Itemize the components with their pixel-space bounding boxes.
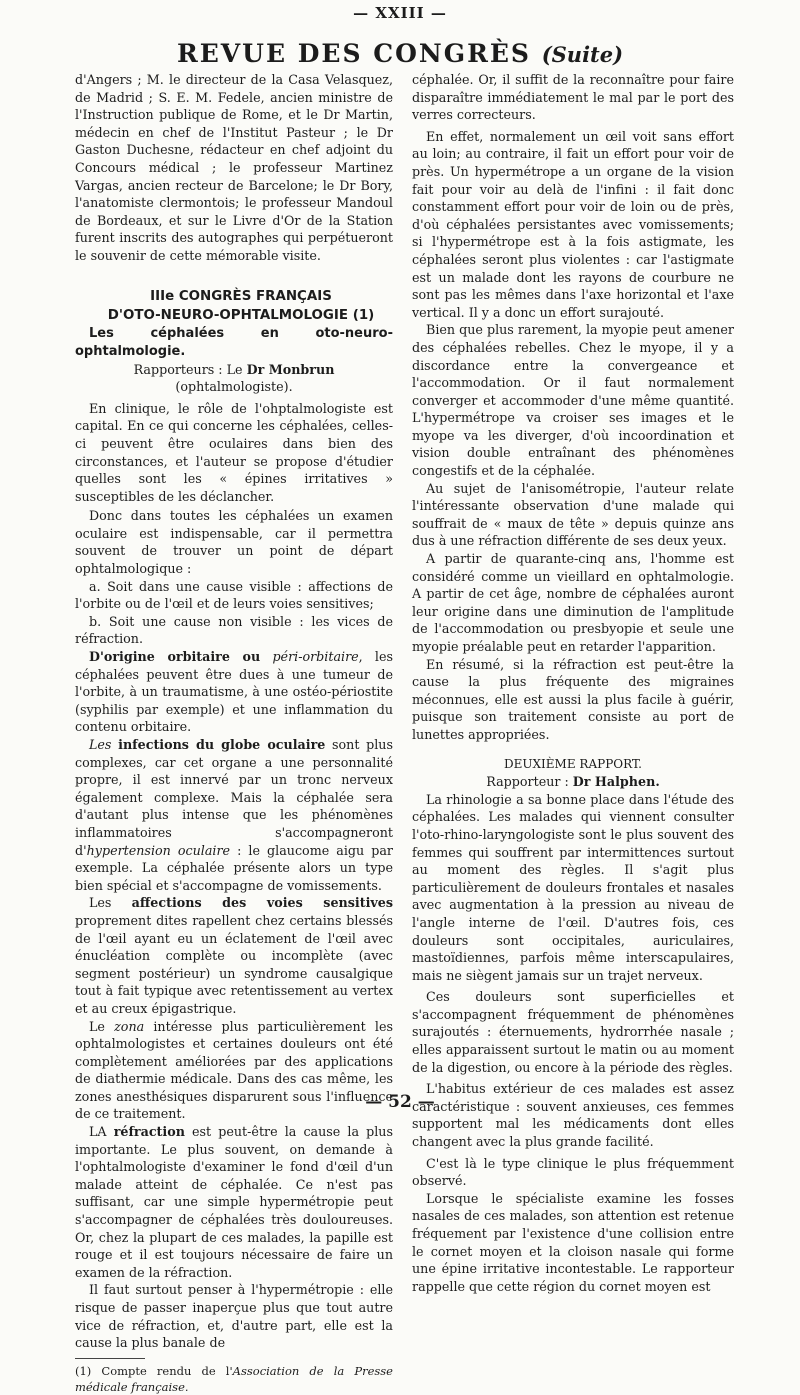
paragraph: En clinique, le rôle de l'ohptalmologiste est capital. En ce qui concerne les céphalées, celles-ci peuvent être oculaires dans bien des circonstances, et l'auteur se propose d'étudier quelles sont les « épines irritatives » susceptibles de les déclancher. [75, 400, 393, 504]
rapporteur-line [75, 361, 393, 396]
paragraph: Au sujet de l'anisométropie, l'auteur relate l'intéressante observation d'une malade qui souffrait de « maux de tête » depuis quinze ans dus à une réfraction différente de ses deux yeux. [412, 480, 734, 549]
roman-page-number: — XXIII — [353, 4, 447, 22]
footnote: (1) Compte rendu de l'Association de la Presse médicale française. [75, 1363, 393, 1394]
paragraph: Lorsque le spécialiste examine les fosses nasales de ces malades, son attention est retenue fréquement par l'existence d'une collision entre le cornet moyen et la cloison nasale qui forme une épine irritative incontestable. Le rapporteur rappelle que cette région du cornet moyen est [412, 1190, 734, 1294]
page-header [0, 40, 800, 69]
second-report-title: DEUXIÈME RAPPORT. [504, 756, 642, 771]
rapporteur-role: (ophtalmologiste). [175, 379, 293, 395]
rapporteur2-line [412, 773, 734, 791]
rapporteur-name: Dr Monbrun [246, 361, 335, 377]
paragraph: Il faut surtout penser à l'hypermétropie : elle risque de passer inaperçue plus que tout autre vice de réfraction, et, d'autre part, elle est la cause la plus banale de [75, 1282, 393, 1351]
left-column [75, 71, 393, 1395]
paragraph: A partir de quarante-cinq ans, l'homme est considéré comme un vieillard en ophtalmologie. A partir de cet âge, nombre de céphalées auront leur origine dans une diminution de l'amplitude de l'accommodation ou presbyopie et seule une myopie préalable peut en retarder l'apparition. [412, 551, 734, 654]
intro-paragraph: d'Angers ; M. le directeur de la Casa Velasquez, de Madrid ; S. E. M. Fedele, ancien ministre de l'Instruction publique de Rome, et le Dr Martin, médecin en chef de l'Institut Pasteur ; le Dr Gaston Duchesne, rédacteur en chef adjoint du Concours médical ; le professeur Martinez Vargas, ancien recteur de Barcelone; le Dr Bory, l'anatomiste clermontois; le professeur Mandoul de Bordeaux, et sur le Livre d'Or de la Station furent inscrits des autographes qui perpétueront le souvenir de cette mémorable visite. [75, 72, 393, 263]
rapporteur2-name: Dr Halphen. [572, 774, 660, 790]
congress-title-line2: D'OTO-NEURO-OPHTALMOLOGIE (1) [107, 307, 375, 323]
paragraph: L'habitus extérieur de ces malades est assez caractéristique : souvent anxieuses, ces femmes supportent mal les médicaments dont elles changent avec la plus grande facilité. [412, 1081, 734, 1150]
paragraph: En résumé, si la réfraction est peut-être la cause la plus fréquente des migraines méconnues, elle est aussi la plus facile à guérir, puisque son traitement consiste au port de lunettes appropriées. [412, 656, 734, 742]
paragraph: b. Soit une cause non visible : les vices de réfraction. [75, 613, 393, 647]
header-suite: (Suite) [541, 42, 624, 67]
paragraph: a. Soit dans une cause visible : affections de l'orbite ou de l'œil et de leurs voies sensitives; [75, 578, 393, 612]
paragraph: Ces douleurs sont superficielles et s'accompagnent fréquemment de phénomènes surajoutés : éternuements, hydrorrhée nasale ; elles apparaissent surtout le matin ou au moment de la digestion, ou encore à la période des règles. [412, 989, 734, 1075]
paragraph: LA réfraction est peut-être la cause la plus importante. Le plus souvent, on demande à l'ophtalmologiste d'examiner le fond d'œil d'un malade atteint de céphalée. Ce n'est pas suffisant, car une simple hypermétropie peut s'accompagner de céphalées très douloureuses. Or, chez la plupart de ces malades, la papille est rouge et il est toujours nécessaire de faire un examen de la réfraction. [75, 1124, 393, 1280]
page-number: — 52 — [365, 1092, 435, 1112]
header-title: REVUE DES CONGRÈS [176, 39, 531, 68]
paragraph: Les affections des voies sensitives proprement dites rapellent chez certains blessés de l'œil ayant eu un éclatement de l'œil avec énucléation complète ou incomplète (avec segment postérieur) un syndrome causalgique tout à fait typique avec retentissement au vertex et au creux épigastrique. [75, 895, 393, 1016]
paragraph: Donc dans toutes les céphalées un examen oculaire est indispensable, car il permettra souvent de trouver un point de départ ophtalmologique : [75, 508, 393, 577]
footnote-divider [75, 1358, 145, 1359]
paragraph: C'est là le type clinique le plus fréquemment observé. [412, 1155, 734, 1189]
paragraph: céphalée. Or, il suffit de la reconnaître pour faire disparaître immédiatement le mal par le port des verres correcteurs. [412, 72, 734, 123]
rapporteur2-label: Rapporteur : [486, 774, 569, 790]
paragraph: En effet, normalement un œil voit sans effort au loin; au contraire, il fait un effort pour voir de près. Un hypermétrope a un organe de la vision fait pour voir au delà de l'infini : il fait donc constamment effort pour voir de loin ou de près, d'où céphalées persistantes avec vomissements; si l'hypermétrope est à la fois astigmate, les céphalées seront plus violentes : car l'astigmate est un malade dont les rayons de courbure ne sont pas les mêmes dans l'axe horizontal et l'axe vertical. Il y a donc un effort surajouté. [412, 128, 734, 320]
paragraph: Le zona intéresse plus particulièrement les ophtalmologistes et certaines douleurs ont été complètement améliorées par des applications de diathermie médicale. Dans des cas même, les zones anesthésiques disparurent sous l'influence de ce traitement. [75, 1018, 393, 1122]
topic-title: Les céphalées en oto-neuro-ophtalmologie. [75, 325, 393, 359]
paragraph: La rhinologie a sa bonne place dans l'étude des céphalées. Les malades qui viennent consulter l'oto-rhino-laryngologiste sont le plus souvent des femmes qui souffrent par intermittences surtout au moment des règles. Il s'agit plus particulièrement de douleurs frontales et nasales avec augmentation à la pression au niveau de l'angle interne de l'œil. D'autres fois, ces douleurs sont occipitales, auriculaires, mastoïdiennes, parfois même interscapulaires, mais ne siègent jamais sur un trajet nerveux. [412, 791, 734, 983]
rapporteur-label: Rapporteurs : Le [133, 361, 243, 377]
congress-title-line1: IIIe CONGRÈS FRANÇAIS [150, 288, 332, 304]
paragraph: D'origine orbitaire ou péri-orbitaire, les céphalées peuvent être dues à une tumeur de l'orbite, à un traumatisme, à une ostéo-périostite (syphilis par exemple) et une inflammation du contenu orbitaire. [75, 649, 393, 735]
paragraph: Les infections du globe oculaire sont plus complexes, car cet organe a une personnalité propre, il est innervé par un tronc nerveux également complexe. Mais la céphalée sera d'autant plus intense que les phénomènes inflammatoires s'accompagneront d'hypertension oculaire : le glaucome aigu par exemple. La céphalée présente alors un type bien spécial et s'accompagne de vomissements. [75, 737, 393, 893]
paragraph: Bien que plus rarement, la myopie peut amener des céphalées rebelles. Chez le myope, il y a discordance entre la convergeance et l'accommodation. Or il faut normalement converger et accommoder d'une même quantité. L'hypermétrope va croiser ses images et le myope va les diverger, d'où incoordination et vision double entraînant des phénomènes congestifs et de la céphalée. [412, 322, 734, 479]
